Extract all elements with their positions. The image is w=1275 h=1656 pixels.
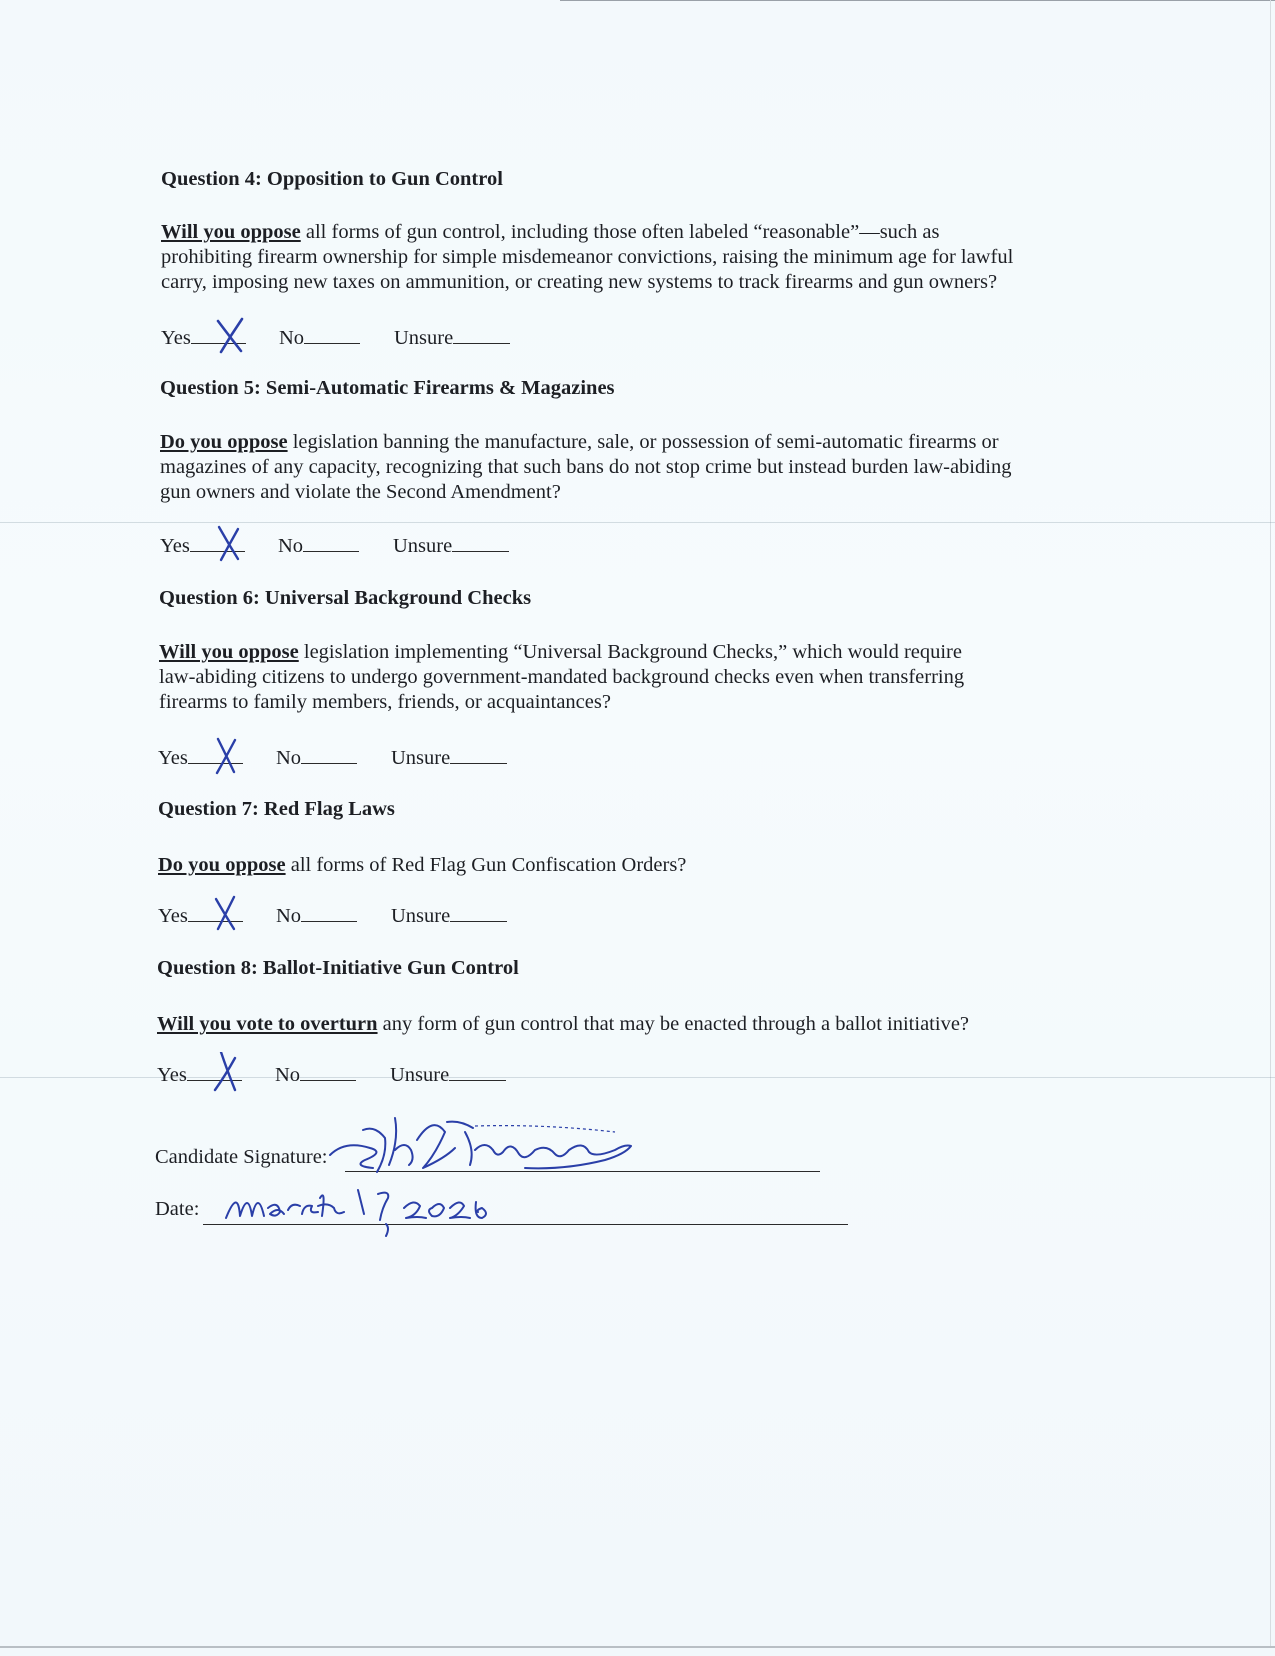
scan-edge <box>1270 0 1271 1646</box>
unsure-option[interactable] <box>394 325 510 350</box>
option-label: Unsure <box>391 747 451 769</box>
question-text <box>161 220 1121 295</box>
question-title: Question 5: Semi-Automatic Firearms & Magazines <box>160 377 615 399</box>
yes-option[interactable] <box>161 325 246 350</box>
question-title: Question 7: Red Flag Laws <box>158 798 395 820</box>
answer-blank[interactable] <box>303 533 359 552</box>
yes-option[interactable] <box>158 745 243 770</box>
yes-option[interactable] <box>160 533 245 558</box>
handwritten-signature <box>325 1110 645 1180</box>
handwritten-date <box>218 1178 538 1244</box>
question-line: law-abiding citizens to undergo government-mandated background checks even when transferring <box>159 666 965 688</box>
x-mark-icon <box>210 893 244 933</box>
x-mark-icon <box>212 523 246 563</box>
question-line: prohibiting firearm ownership for simple misdemeanor convictions, raising the minimum age for lawful <box>161 246 1014 268</box>
question-title: Question 4: Opposition to Gun Control <box>161 168 503 190</box>
question-text <box>158 853 1118 878</box>
option-label: Yes <box>160 535 190 557</box>
option-label: Unsure <box>394 327 454 349</box>
no-option[interactable] <box>276 745 357 770</box>
question-text <box>159 640 1119 715</box>
option-label: No <box>278 535 304 557</box>
question-lead: Do you oppose <box>158 854 286 876</box>
no-option[interactable] <box>278 533 359 558</box>
question-lead: Will you vote to overturn <box>157 1013 378 1035</box>
option-label: Yes <box>161 327 191 349</box>
answer-blank[interactable] <box>452 533 509 552</box>
scan-edge <box>560 0 1275 1</box>
question-title: Question 6: Universal Background Checks <box>159 587 532 609</box>
question-text <box>157 1012 1117 1037</box>
yes-option[interactable] <box>158 903 243 928</box>
question-line: legislation implementing “Universal Background Checks,” which would require <box>303 641 962 663</box>
option-label: No <box>276 747 302 769</box>
option-label: Unsure <box>390 1064 450 1086</box>
answer-blank[interactable] <box>301 745 357 764</box>
option-label: No <box>275 1064 301 1086</box>
no-option[interactable] <box>275 1062 356 1087</box>
question-title: Question 8: Ballot-Initiative Gun Control <box>157 957 519 979</box>
question-lead: Will you oppose <box>159 641 299 663</box>
question-line: firearms to family members, friends, or acquaintances? <box>159 691 611 713</box>
option-label: Yes <box>157 1064 187 1086</box>
unsure-option[interactable] <box>391 745 507 770</box>
option-label: Unsure <box>391 905 451 927</box>
scan-edge <box>0 1646 1275 1648</box>
candidate-signature-label: Candidate Signature: <box>155 1146 328 1168</box>
question-text <box>160 430 1120 505</box>
paper-fold-line <box>0 522 1275 523</box>
x-mark-icon <box>209 1052 243 1092</box>
question-lead: Do you oppose <box>160 431 288 453</box>
x-mark-icon <box>210 735 244 775</box>
answer-blank[interactable] <box>449 1062 506 1081</box>
question-line: carry, imposing new taxes on ammunition, or creating new systems to track firearms and gun owners? <box>161 271 998 293</box>
unsure-option[interactable] <box>393 533 509 558</box>
answer-blank[interactable] <box>453 325 510 344</box>
no-option[interactable] <box>279 325 360 350</box>
no-option[interactable] <box>276 903 357 928</box>
answer-blank[interactable] <box>304 325 360 344</box>
question-line: all forms of gun control, including those often labeled “reasonable”—such as <box>305 221 940 243</box>
x-mark-icon <box>213 315 247 355</box>
option-label: Yes <box>158 905 188 927</box>
answer-blank[interactable] <box>301 903 357 922</box>
unsure-option[interactable] <box>390 1062 506 1087</box>
answer-blank[interactable] <box>450 903 507 922</box>
option-label: No <box>279 327 305 349</box>
answer-blank[interactable] <box>300 1062 356 1081</box>
option-label: Yes <box>158 747 188 769</box>
unsure-option[interactable] <box>391 903 507 928</box>
option-label: Unsure <box>393 535 453 557</box>
option-label: No <box>276 905 302 927</box>
date-label: Date: <box>155 1198 200 1220</box>
question-line: legislation banning the manufacture, sale, or possession of semi-automatic firearms or <box>292 431 999 453</box>
question-line: all forms of Red Flag Gun Confiscation Orders? <box>290 854 687 876</box>
question-line: any form of gun control that may be enacted through a ballot initiative? <box>382 1013 970 1035</box>
answer-blank[interactable] <box>450 745 507 764</box>
question-line: magazines of any capacity, recognizing that such bans do not stop crime but instead burden law-abiding <box>160 456 1012 478</box>
question-line: gun owners and violate the Second Amendment? <box>160 481 561 503</box>
yes-option[interactable] <box>157 1062 242 1087</box>
question-lead: Will you oppose <box>161 221 301 243</box>
